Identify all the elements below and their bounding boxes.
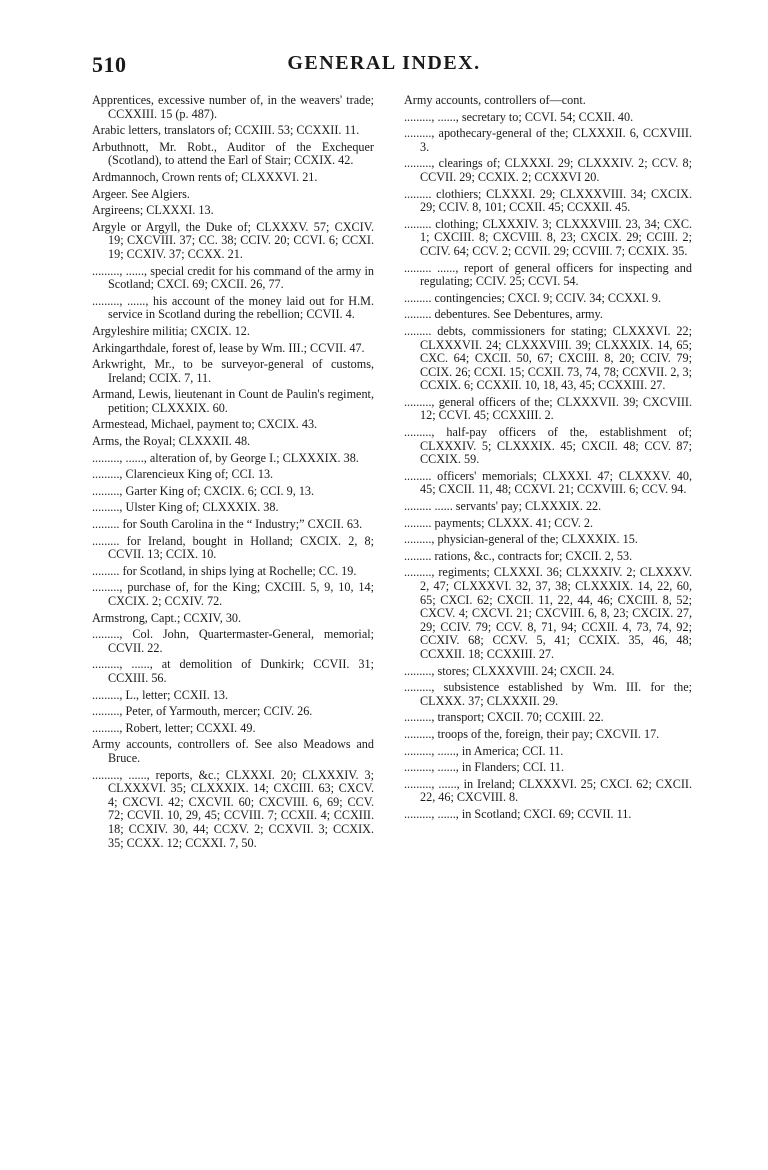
- index-entry: Armestead, Michael, payment to; CXCIX. 43.: [92, 417, 318, 432]
- index-entry: ........., ......, at demolition of Dunkirk; CCVII. 31; CCXIII. 56.: [92, 657, 374, 685]
- index-entry: Argeer. See Algiers.: [92, 186, 190, 201]
- index-entry: ......... for Ireland, bought in Holland; CXCIX. 2, 8; CCVII. 13; CCIX. 10.: [92, 533, 374, 562]
- index-entry: ........., ......, reports, &c.; CLXXXI. 20; CLXXXIV. 3; CLXXXVI. 35; CLXXXIX. 14; CXCIII. 63; CXCV. 4; CXCVI. 42; CXCVII. 60; CXCVIII. 6, 69; CCV. 72; CCVII. 10, 29, 45; CCVIII. 7; CCXII. 4; CCXIII. 18; CCXIV. 30, 44; CCXV. 2; CCXVII. 3; CCXIX. 35; CCXX. 12; CCXXI. 7, 50.: [92, 767, 374, 850]
- index-entry: ........., physician-general of the; CLXXXIX. 15.: [404, 532, 638, 547]
- index-entry: ........., Garter King of; CXCIX. 6; CCI. 9, 13.: [92, 483, 315, 498]
- index-entry: ......... for Scotland, in ships lying at Rochelle; CC. 19.: [92, 563, 357, 578]
- index-entry: ........., troops of the, foreign, their pay; CXCVII. 17.: [404, 726, 660, 741]
- index-entry: ........., purchase of, for the King; CXCIII. 5, 9, 10, 14; CXCIX. 2; CCXIV. 72.: [92, 580, 374, 608]
- index-entry: ......... clothiers; CLXXXI. 29; CLXXXVIII. 34; CXCIX. 29; CCIV. 8, 101; CCXII. 45; CCXXII. 45.: [404, 186, 692, 215]
- index-entry: Argyleshire militia; CXCIX. 12.: [92, 323, 250, 338]
- index-entry: ........., subsistence established by Wm. III. for the; CLXXX. 37; CLXXXII. 29.: [404, 680, 692, 708]
- index-entry: ........., ......, in America; CCI. 11.: [404, 743, 564, 758]
- index-entry: ......... clothing; CLXXXIV. 3; CLXXXVIII. 23, 34; CXC. 1; CXCIII. 8; CXCVIII. 8, 23; CXCIX. 29; CCIII. 2; CCIV. 64; CCV. 2; CCVII. 29; CCVIII. 7; CCXIX. 35.: [404, 216, 692, 258]
- index-entry: ........., ......, in Flanders; CCI. 11.: [404, 760, 565, 775]
- index-entry: ......... debentures. See Debentures, army.: [404, 307, 603, 322]
- index-entry: ......... ......, report of general officers for inspecting and regulating; CCIV. 25; CCVI. 54.: [404, 260, 692, 289]
- index-entry: ........., transport; CXCII. 70; CCXIII. 22.: [404, 710, 604, 725]
- index-entry: ......... for South Carolina in the “ Industry;” CXCII. 63.: [92, 517, 363, 532]
- index-entry: ......... contingencies; CXCI. 9; CCIV. 34; CCXXI. 9.: [404, 290, 662, 305]
- index-entry: Arms, the Royal; CLXXXII. 48.: [92, 434, 251, 449]
- index-entry: Armstrong, Capt.; CCXIV, 30.: [92, 610, 242, 625]
- index-entry: Arkingarthdale, forest of, lease by Wm. III.; CCVII. 47.: [92, 340, 365, 355]
- index-entry: ........., ......, in Scotland; CXCI. 69; CCVII. 11.: [404, 806, 632, 821]
- index-entry: ......... debts, commissioners for stating; CLXXXVI. 22; CLXXXVII. 24; CLXXXVIII. 39; CLXXXIX. 14, 65; CXC. 64; CXCII. 50, 67; CXCIII. 8, 20; CCIV. 79; CCIX. 26; CCXI. 15; CCXII. 73, 74, 78; CCXVII. 2, 3; CCXIX. 6; CCXXII. 10, 18, 43, 45; CCXXIII. 27.: [404, 323, 692, 393]
- index-entry: Arabic letters, translators of; CCXIII. 53; CCXXII. 11.: [92, 123, 360, 138]
- index-entry: ......... payments; CLXXX. 41; CCV. 2.: [404, 515, 594, 530]
- index-entry: ........., ......, special credit for his command of the army in Scotland; CXCI. 69; CXCII. 26, 77.: [92, 263, 374, 292]
- index-entry: ........., Clarencieux King of; CCI. 13.: [92, 467, 274, 482]
- index-entry: ........., ......, secretary to; CCVI. 54; CCXII. 40.: [404, 109, 634, 124]
- index-columns: [92, 94, 692, 853]
- index-entry: ......... rations, &c., contracts for; CXCII. 2, 53.: [404, 548, 633, 563]
- index-entry: ......... officers' memorials; CLXXXI. 47; CLXXXV. 40, 45; CXCII. 11, 48; CCXVI. 21; CCXVIII. 6; CCV. 94.: [404, 468, 692, 497]
- index-entry: ........., Ulster King of; CLXXXIX. 38.: [92, 500, 279, 515]
- running-title: GENERAL INDEX.: [287, 52, 481, 74]
- index-entry: Apprentices, excessive number of, in the weavers' trade; CCXXIII. 15 (p. 487).: [92, 93, 374, 121]
- page-header: [92, 52, 676, 82]
- right-column: [404, 94, 692, 853]
- index-entry: ........., stores; CLXXXVIII. 24; CXCII. 24.: [404, 663, 615, 678]
- continuation-heading: Army accounts, controllers of—cont.: [404, 93, 586, 107]
- index-entry: ........., apothecary-general of the; CLXXXII. 6, CCXVIII. 3.: [404, 126, 692, 154]
- index-entry: ......... ...... servants' pay; CLXXXIX. 22.: [404, 499, 602, 514]
- index-entry: Argireens; CLXXXI. 13.: [92, 203, 214, 218]
- index-entry: Arbuthnott, Mr. Robt., Auditor of the Exchequer (Scotland), to attend the Earl of Stair; CCXIX. 42.: [92, 139, 374, 168]
- index-entry: ........., clearings of; CLXXXI. 29; CLXXXIV. 2; CCV. 8; CCVII. 29; CCXIX. 2; CCXXVI 20.: [404, 156, 692, 184]
- index-entry: ........., L., letter; CCXII. 13.: [92, 687, 229, 702]
- index-entry: ........., half-pay officers of the, establishment of; CLXXXIV. 5; CLXXXIX. 45; CXCII. 48; CCV. 87; CCXIX. 59.: [404, 425, 692, 467]
- index-entry: ........., Robert, letter; CCXXI. 49.: [92, 720, 256, 735]
- index-entry: ........., ......, his account of the money laid out for H.M. service in Scotland during the rebellion; CCVII. 4.: [92, 293, 374, 322]
- index-entry: ........., Peter, of Yarmouth, mercer; CCIV. 26.: [92, 704, 313, 719]
- index-entry: Ardmannoch, Crown rents of; CLXXXVI. 21.: [92, 169, 318, 184]
- index-entry: ........., ......, alteration of, by George I.; CLXXXIX. 38.: [92, 450, 359, 465]
- index-entry: Arkwright, Mr., to be surveyor-general of customs, Ireland; CCIX. 7, 11.: [92, 357, 374, 385]
- index-entry: ........., ......, in Ireland; CLXXXVI. 25; CXCI. 62; CXCII. 22, 46; CXCVIII. 8.: [404, 776, 692, 805]
- index-entry: Army accounts, controllers of. See also Meadows and Bruce.: [92, 737, 374, 765]
- index-entry: Argyle or Argyll, the Duke of; CLXXXV. 57; CXCIV. 19; CXCVIII. 37; CC. 38; CCIV. 20; CCVI. 6; CCXI. 19; CCXIV. 37; CCXX. 21.: [92, 219, 374, 261]
- page-number: 510: [92, 52, 127, 77]
- index-entry: Armand, Lewis, lieutenant in Count de Paulin's regiment, petition; CLXXXIX. 60.: [92, 387, 374, 415]
- index-entry: ........., regiments; CLXXXI. 36; CLXXXIV. 2; CLXXXV. 2, 47; CLXXXVI. 32, 37, 38; CLXXXIX. 14, 22, 60, 65; CXCI. 62; CXCII. 11, 22, 44, 46; CXCIII. 8, 52; CXCV. 4; CXCVI. 21; CXCVIII. 6, 8, 23; CXCIX. 27, 29; CCIV. 79; CCV. 8, 71, 94; CCXII. 4, 73, 74, 92; CCXIV. 68; CCXV. 5, 41; CCXIX. 35, 46, 48; CCXXII. 18; CCXXIII. 27.: [404, 565, 692, 661]
- index-entry: ........., general officers of the; CLXXXVII. 39; CXCVIII. 12; CCVI. 45; CCXXIII. 2.: [404, 394, 692, 423]
- index-entry: ........., Col. John, Quartermaster-General, memorial; CCVII. 22.: [92, 627, 374, 655]
- left-column: [92, 94, 374, 853]
